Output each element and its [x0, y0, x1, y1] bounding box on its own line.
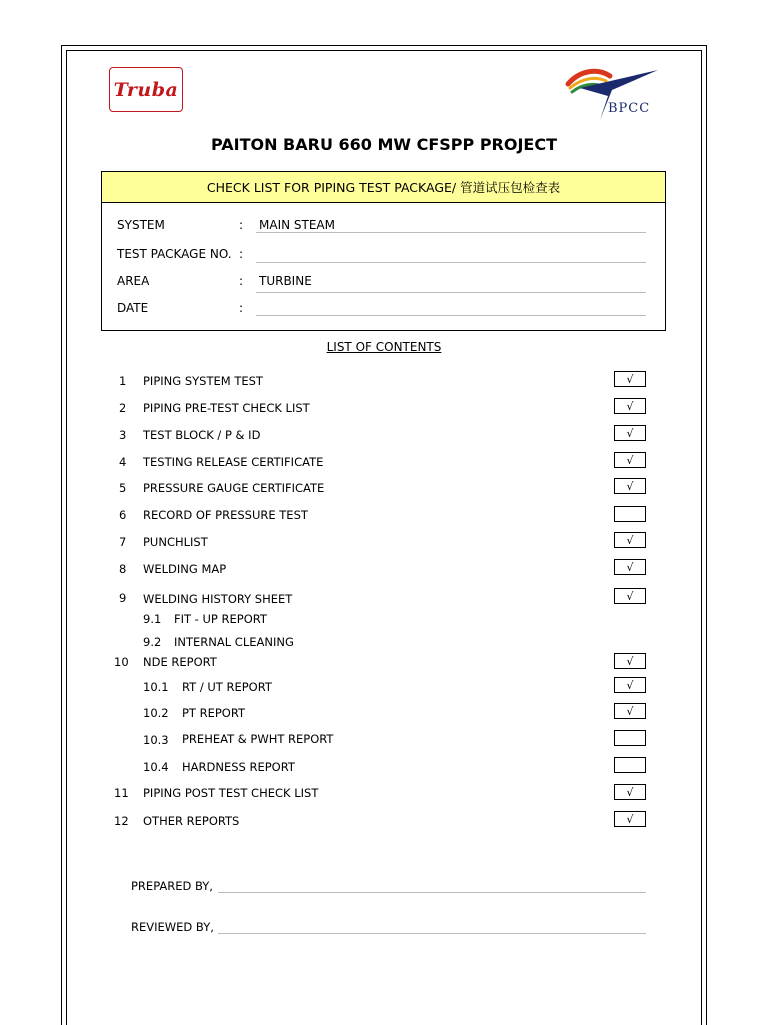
check-mark: √ — [626, 453, 634, 467]
item-number: 1 — [119, 374, 127, 388]
item-label: PRESSURE GAUGE CERTIFICATE — [143, 481, 325, 495]
item-checkbox[interactable] — [614, 398, 646, 414]
check-mark: √ — [626, 678, 634, 692]
reviewed-by-line[interactable] — [218, 933, 646, 934]
item-label: PIPING POST TEST CHECK LIST — [143, 786, 319, 800]
subitem-label: HARDNESS REPORT — [182, 760, 295, 774]
check-mark: √ — [626, 426, 634, 440]
item-checkbox[interactable] — [614, 532, 646, 548]
truba-logo-text: Truba — [113, 78, 179, 101]
check-mark: √ — [626, 372, 634, 386]
date-label: DATE — [117, 301, 149, 315]
test-package-underline — [256, 262, 646, 263]
item-label: RECORD OF PRESSURE TEST — [143, 508, 308, 522]
area-underline — [256, 292, 646, 293]
check-mark: √ — [626, 704, 634, 718]
check-mark: √ — [626, 479, 634, 493]
prepared-by-label: PREPARED BY, — [131, 879, 213, 893]
subitem-number: 10.3 — [143, 733, 169, 747]
system-underline — [256, 232, 646, 233]
check-mark: √ — [626, 654, 634, 668]
item-label: OTHER REPORTS — [143, 814, 240, 828]
item-number: 4 — [119, 455, 127, 469]
area-colon: : — [239, 274, 244, 288]
item-checkbox[interactable] — [614, 371, 646, 387]
area-label: AREA — [117, 274, 150, 288]
item-checkbox[interactable] — [614, 811, 646, 827]
prepared-by-line[interactable] — [218, 892, 646, 893]
page-title: PAITON BARU 660 MW CFSPP PROJECT — [210, 135, 558, 154]
subitem-number: 9.2 — [143, 635, 162, 649]
contents-title: LIST OF CONTENTS — [326, 340, 442, 354]
item-checkbox[interactable] — [614, 506, 646, 522]
item-label: TESTING RELEASE CERTIFICATE — [143, 455, 324, 469]
subitem-number: 9.1 — [143, 612, 162, 626]
item-number: 2 — [119, 401, 127, 415]
item-number: 3 — [119, 428, 127, 442]
truba-logo — [109, 67, 183, 112]
item-number: 5 — [119, 481, 127, 495]
item-checkbox[interactable] — [614, 784, 646, 800]
subitem-label: PT REPORT — [182, 706, 246, 720]
check-mark: √ — [626, 560, 634, 574]
subitem-checkbox[interactable] — [614, 677, 646, 693]
date-colon: : — [239, 301, 244, 315]
item-number: 12 — [114, 814, 129, 828]
item-label: NDE REPORT — [143, 655, 217, 669]
area-value[interactable]: TURBINE — [259, 274, 312, 288]
item-checkbox[interactable] — [614, 452, 646, 468]
subitem-checkbox[interactable] — [614, 703, 646, 719]
item-label: WELDING HISTORY SHEET — [143, 592, 293, 606]
item-number: 10 — [114, 655, 129, 669]
item-label: PUNCHLIST — [143, 535, 208, 549]
subitem-label: RT / UT REPORT — [182, 680, 272, 694]
item-number: 6 — [119, 508, 127, 522]
system-value[interactable]: MAIN STEAM — [259, 218, 335, 232]
item-checkbox[interactable] — [614, 588, 646, 604]
check-mark: √ — [626, 533, 634, 547]
subitem-label: INTERNAL CLEANING — [174, 635, 294, 649]
check-mark: √ — [626, 785, 634, 799]
item-checkbox[interactable] — [614, 425, 646, 441]
item-checkbox[interactable] — [614, 559, 646, 575]
item-label: WELDING MAP — [143, 562, 227, 576]
system-label: SYSTEM — [117, 218, 165, 232]
subitem-number: 10.2 — [143, 706, 169, 720]
test-package-label: TEST PACKAGE NO. — [117, 247, 232, 261]
test-package-colon: : — [239, 247, 244, 261]
subitem-checkbox[interactable] — [614, 730, 646, 746]
item-label: PIPING SYSTEM TEST — [143, 374, 263, 388]
item-number: 7 — [119, 535, 127, 549]
checklist-heading: CHECK LIST FOR PIPING TEST PACKAGE/ 管道试压包检查表 — [102, 172, 665, 203]
item-number: 9 — [119, 591, 127, 605]
bpcc-logo-text: BPCC — [608, 101, 651, 116]
date-underline — [256, 315, 646, 316]
check-mark: √ — [626, 589, 634, 603]
subitem-checkbox[interactable] — [614, 757, 646, 773]
item-label: TEST BLOCK / P & ID — [143, 428, 261, 442]
check-mark: √ — [626, 812, 634, 826]
reviewed-by-label: REVIEWED BY, — [131, 920, 214, 934]
subitem-label: FIT - UP REPORT — [174, 612, 267, 626]
subitem-label: PREHEAT & PWHT REPORT — [182, 732, 334, 746]
item-checkbox[interactable] — [614, 653, 646, 669]
system-colon: : — [239, 218, 244, 232]
item-checkbox[interactable] — [614, 478, 646, 494]
item-number: 11 — [114, 786, 129, 800]
item-label: PIPING PRE-TEST CHECK LIST — [143, 401, 310, 415]
check-mark: √ — [626, 399, 634, 413]
subitem-number: 10.1 — [143, 680, 169, 694]
subitem-number: 10.4 — [143, 760, 169, 774]
item-number: 8 — [119, 562, 127, 576]
